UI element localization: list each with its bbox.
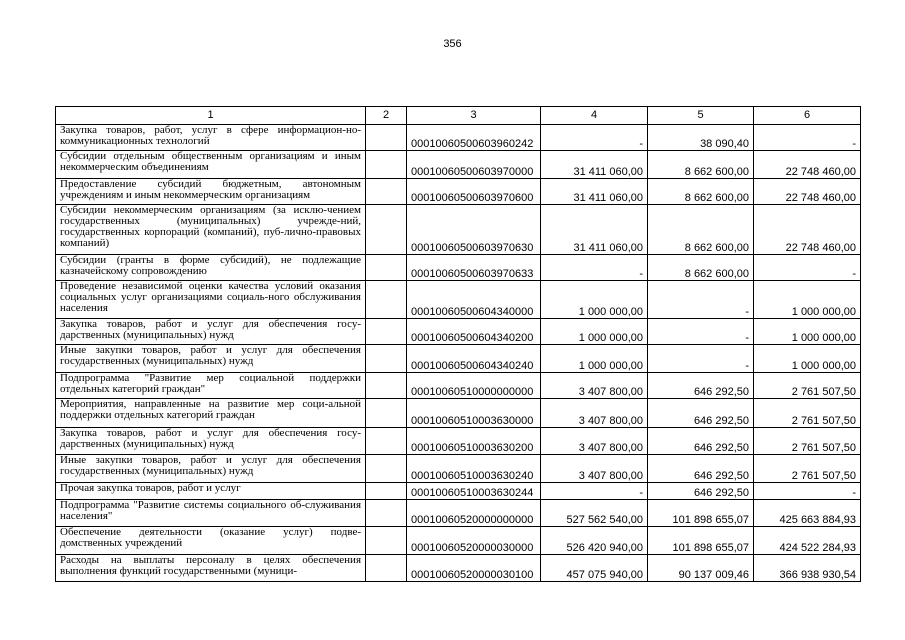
row-value-col6: 425 663 884,93	[754, 500, 861, 527]
row-code: 00010060510000000000	[407, 373, 541, 399]
row-column-2	[366, 500, 407, 527]
column-header-1: 1	[56, 107, 366, 125]
row-code: 00010060520000030100	[407, 555, 541, 582]
row-value-col5: 646 292,50	[648, 483, 754, 500]
row-value-col6: 366 938 930,54	[754, 555, 861, 582]
row-column-2	[366, 281, 407, 319]
row-column-2	[366, 483, 407, 500]
row-description: Предоставление субсидий бюджетным, автономным учреждениям и иным некоммерческим организациям	[56, 179, 366, 205]
column-header-4: 4	[541, 107, 648, 125]
table-row	[56, 500, 861, 527]
table-row	[56, 255, 861, 281]
row-description: Субсидии (гранты в форме субсидий), не подлежащие казначейскому сопровождению	[56, 255, 366, 281]
table-row	[56, 125, 861, 151]
row-value-col4: 31 411 060,00	[541, 205, 648, 255]
row-value-col5: 646 292,50	[648, 428, 754, 455]
row-value-col6: 424 522 284,93	[754, 527, 861, 555]
row-value-col4: 31 411 060,00	[541, 179, 648, 205]
row-description: Субсидии некоммерческим организациям (за исклю-чением государственных (муниципальных) учрежде-ний, государственных корпораций (компаний), пуб-лично-правовых компаний)	[56, 205, 366, 255]
row-column-2	[366, 151, 407, 179]
row-column-2	[366, 345, 407, 373]
row-value-col5: 38 090,40	[648, 125, 754, 151]
row-column-2	[366, 205, 407, 255]
row-value-col5: 101 898 655,07	[648, 500, 754, 527]
header-row	[56, 107, 861, 125]
row-code: 00010060500603970630	[407, 205, 541, 255]
row-column-2	[366, 428, 407, 455]
page-number: 356	[443, 38, 462, 50]
row-value-col6: 22 748 460,00	[754, 179, 861, 205]
row-column-2	[366, 527, 407, 555]
row-value-col6: 22 748 460,00	[754, 151, 861, 179]
row-value-col6: -	[754, 255, 861, 281]
row-value-col6: -	[754, 125, 861, 151]
row-value-col5: -	[648, 319, 754, 345]
table-row	[56, 373, 861, 399]
row-value-col6: 2 761 507,50	[754, 373, 861, 399]
row-value-col4: -	[541, 125, 648, 151]
row-column-2	[366, 399, 407, 428]
row-value-col5: 90 137 009,46	[648, 555, 754, 582]
row-value-col5: 8 662 600,00	[648, 255, 754, 281]
row-column-2	[366, 255, 407, 281]
row-code: 00010060510003630244	[407, 483, 541, 500]
table-row	[56, 527, 861, 555]
table-row	[56, 428, 861, 455]
row-code: 00010060500603970600	[407, 179, 541, 205]
row-value-col5: 8 662 600,00	[648, 179, 754, 205]
table-row	[56, 179, 861, 205]
row-value-col6: 2 761 507,50	[754, 428, 861, 455]
row-code: 00010060500603970633	[407, 255, 541, 281]
row-code: 00010060500604340240	[407, 345, 541, 373]
row-value-col4: 1 000 000,00	[541, 281, 648, 319]
row-value-col5: 8 662 600,00	[648, 205, 754, 255]
table-row	[56, 281, 861, 319]
row-column-2	[366, 179, 407, 205]
row-value-col4: 526 420 940,00	[541, 527, 648, 555]
row-value-col6: 1 000 000,00	[754, 319, 861, 345]
row-code: 00010060520000030000	[407, 527, 541, 555]
row-description: Мероприятия, направленные на развитие мер соци-альной поддержки отдельных категорий граждан	[56, 399, 366, 428]
row-description: Иные закупки товаров, работ и услуг для обеспечения государственных (муниципальных) нужд	[56, 345, 366, 373]
row-value-col6: 1 000 000,00	[754, 281, 861, 319]
row-value-col6: 22 748 460,00	[754, 205, 861, 255]
row-description: Проведение независимой оценки качества условий оказания социальных услуг организациями социаль-ного обслуживания населения	[56, 281, 366, 319]
row-code: 00010060500604340000	[407, 281, 541, 319]
row-code: 00010060510003630000	[407, 399, 541, 428]
row-value-col4: -	[541, 255, 648, 281]
table-row	[56, 319, 861, 345]
row-description: Подпрограмма "Развитие мер социальной поддержки отдельных категорий граждан"	[56, 373, 366, 399]
table-row	[56, 399, 861, 428]
row-column-2	[366, 373, 407, 399]
table-row	[56, 151, 861, 179]
row-value-col6: 2 761 507,50	[754, 399, 861, 428]
row-code: 00010060510003630200	[407, 428, 541, 455]
row-value-col4: 31 411 060,00	[541, 151, 648, 179]
row-description: Закупка товаров, работ и услуг для обеспечения госу-дарственных (муниципальных) нужд	[56, 428, 366, 455]
row-value-col5: 646 292,50	[648, 373, 754, 399]
budget-table	[55, 106, 861, 582]
row-value-col4: 1 000 000,00	[541, 319, 648, 345]
row-value-col5: 101 898 655,07	[648, 527, 754, 555]
row-column-2	[366, 125, 407, 151]
row-value-col4: 457 075 940,00	[541, 555, 648, 582]
row-column-2	[366, 319, 407, 345]
row-value-col4: 1 000 000,00	[541, 345, 648, 373]
row-code: 00010060500604340200	[407, 319, 541, 345]
row-value-col4: 3 407 800,00	[541, 455, 648, 483]
row-value-col5: -	[648, 345, 754, 373]
row-value-col4: 3 407 800,00	[541, 373, 648, 399]
column-header-3: 3	[407, 107, 541, 125]
row-value-col5: 646 292,50	[648, 455, 754, 483]
row-description: Иные закупки товаров, работ и услуг для обеспечения государственных (муниципальных) нужд	[56, 455, 366, 483]
row-description: Прочая закупка товаров, работ и услуг	[56, 483, 366, 500]
column-header-6: 6	[754, 107, 861, 125]
row-value-col6: 1 000 000,00	[754, 345, 861, 373]
column-header-2: 2	[366, 107, 407, 125]
row-value-col4: -	[541, 483, 648, 500]
row-column-2	[366, 555, 407, 582]
row-description: Закупка товаров, работ и услуг для обеспечения госу-дарственных (муниципальных) нужд	[56, 319, 366, 345]
row-description: Расходы на выплаты персоналу в целях обеспечения выполнения функций государственными (муници-	[56, 555, 366, 582]
column-header-5: 5	[648, 107, 754, 125]
row-value-col4: 527 562 540,00	[541, 500, 648, 527]
row-description: Закупка товаров, работ, услуг в сфере информацион-но-коммуникационных технологий	[56, 125, 366, 151]
row-value-col6: 2 761 507,50	[754, 455, 861, 483]
table-row	[56, 555, 861, 582]
row-code: 00010060510003630240	[407, 455, 541, 483]
row-value-col5: 8 662 600,00	[648, 151, 754, 179]
row-column-2	[366, 455, 407, 483]
row-description: Обеспечение деятельности (оказание услуг) подве-домственных учреждений	[56, 527, 366, 555]
row-description: Подпрограмма "Развитие системы социального об-служивания населения"	[56, 500, 366, 527]
table-row	[56, 205, 861, 255]
row-value-col5: -	[648, 281, 754, 319]
row-code: 00010060520000000000	[407, 500, 541, 527]
row-value-col4: 3 407 800,00	[541, 428, 648, 455]
row-description: Субсидии отдельным общественным организациям и иным некоммерческим объединениям	[56, 151, 366, 179]
table-row	[56, 483, 861, 500]
row-code: 00010060500603960242	[407, 125, 541, 151]
row-value-col5: 646 292,50	[648, 399, 754, 428]
table-row	[56, 455, 861, 483]
row-code: 00010060500603970000	[407, 151, 541, 179]
row-value-col6: -	[754, 483, 861, 500]
row-value-col4: 3 407 800,00	[541, 399, 648, 428]
table-row	[56, 345, 861, 373]
